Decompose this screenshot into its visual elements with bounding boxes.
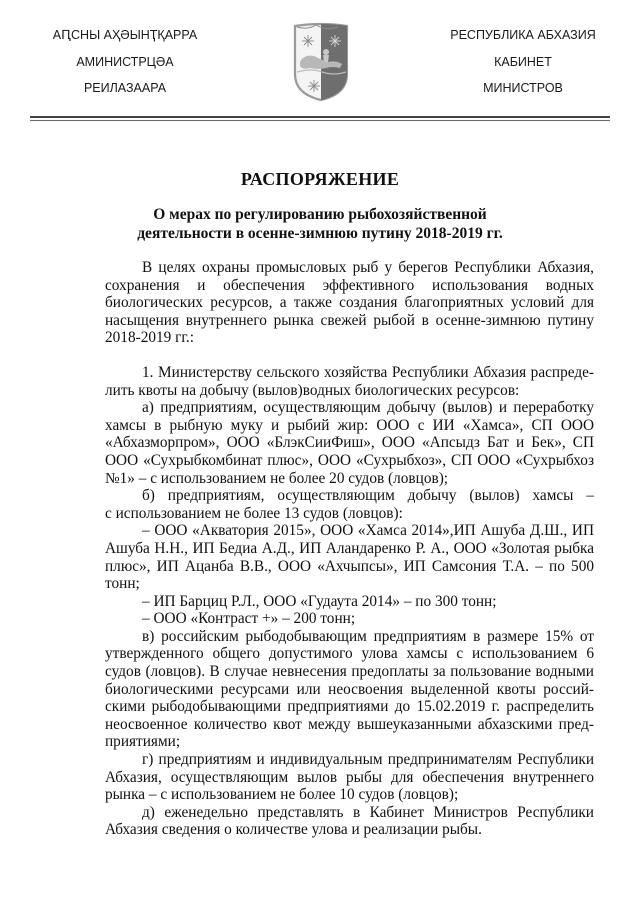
text-line: плюс», ИП Ацанба В.В., ООО «Ахчыпсы», ИП Самсония Т.А. – по 500	[105, 557, 594, 575]
text-line: утвержденного общего допустимого улова хамсы с использованием 6	[105, 645, 594, 663]
header-left-abkhaz	[20, 26, 230, 106]
text-line: в) российским рыбодобывающим предприятиям в размере 15% от	[142, 627, 594, 645]
header-left-line: РЕИЛАЗААРА	[83, 81, 167, 95]
text-line: а) предприятиям, осуществляющим добычу (вылов) и переработку	[142, 399, 594, 417]
item-a	[105, 399, 594, 487]
text-line: «Абхазморпром», ООО «БлэкСииФиш», ООО «Апсыдз Бат и Бек», СП	[105, 434, 594, 452]
text-line: Абхазия, осуществляющим вылов рыбы для обеспечения внутреннего	[105, 768, 594, 786]
text-line: ООО «Сухрыбкомбинат плюс», ООО «Сухрыбхоз», СП ООО «Сухрыбхоз	[105, 451, 594, 469]
coat-of-arms-icon	[292, 22, 350, 102]
document-subtitle	[0, 205, 640, 243]
text-line: – ООО «Акватория 2015», ООО «Хамса 2014»,ИП Ашуба Д.Ш., ИП	[142, 522, 594, 540]
header-right-line: КАБИНЕТ	[494, 54, 552, 69]
text-line: Ашуба Н.Н., ИП Бедиа А.Д., ИП Аландаренко Р. А., ООО «Золотая рыбка	[105, 539, 594, 557]
item-d	[105, 804, 594, 839]
header-divider	[30, 116, 610, 118]
text-line: лить квоты на добычу (вылов)водных биологических ресурсов:	[105, 381, 520, 399]
text-line: насыщения внутреннего рынка свежей рыбой в осенне-зимнюю путину	[105, 311, 594, 329]
text-line: 2018-2019 гг.:	[105, 329, 195, 347]
text-line: рынка – с использованием не более 10 судов (ловцов);	[105, 786, 459, 804]
item-b-list-3: – ООО «Контраст +» – 200 тонн;	[142, 610, 356, 628]
document-title: РАСПОРЯЖЕНИЕ	[240, 169, 400, 189]
document-body	[105, 259, 594, 839]
text-line: с использованием не более 13 судов (ловцов):	[105, 504, 403, 522]
text-line: приятиями;	[105, 733, 181, 751]
text-line: биологическими ресурсами или неосвоения выделенной квоты россий-	[105, 680, 594, 698]
header-divider-thin	[30, 120, 610, 121]
text-line: сохранения и обеспечения эффективного использования водных	[105, 276, 594, 294]
subtitle-line: деятельности в осенне-зимнюю путину 2018-2019 гг.	[137, 225, 503, 242]
text-line: биологических ресурсов, а также создания благоприятных условий для	[105, 294, 594, 312]
text-line: тонн;	[105, 575, 140, 593]
text-line: В целях охраны промысловых рыб у берегов Республики Абхазия,	[142, 259, 594, 276]
header-left-line: АМИНИСТРЦӘА	[76, 54, 174, 69]
header-right-line: МИНИСТРОВ	[483, 81, 563, 95]
text-line: неосвоенное количество квот между вышеуказанными абхазскими пред-	[105, 715, 594, 733]
item-b-list-1	[105, 522, 594, 592]
item-v	[105, 628, 594, 751]
item-1	[105, 364, 594, 399]
header-left-line: АԤСНЫ АҲӘЫНҬҚАРРА	[52, 28, 198, 42]
text-line: 1. Министерству сельского хозяйства Республики Абхазия распреде-	[142, 363, 594, 381]
text-line: хамсы в рыбную муку и рыбий жир: ООО с ИИ «Хамса», СП ООО	[105, 416, 594, 434]
item-b-list-2: – ИП Барциц Р.Л., ООО «Гудаута 2014» – по 300 тонн;	[142, 592, 497, 610]
header-right-line: РЕСПУБЛИКА АБХАЗИЯ	[450, 28, 596, 42]
text-line: г) предприятиям и индивидуальным предпринимателям Республики	[142, 751, 594, 769]
text-line: судов (ловцов). В случае невнесения предоплаты за пользование водными	[105, 663, 594, 681]
subtitle-line: О мерах по регулированию рыбохозяйственной	[153, 206, 487, 223]
text-line: б) предприятиям, осуществляющим добычу (вылов) хамсы –	[142, 487, 594, 505]
item-g	[105, 751, 594, 804]
text-line: д) еженедельно представлять в Кабинет Министров Республики	[142, 803, 594, 821]
text-line: №1» – с использованием не более 20 судов (ловцов);	[105, 469, 449, 487]
header-right-russian	[418, 26, 628, 106]
text-line: Абхазия сведения о количестве улова и реализации рыбы.	[105, 821, 482, 839]
text-line: скими рыбодобывающими предприятиями до 15.02.2019 г. распределить	[105, 698, 594, 716]
item-b	[105, 487, 594, 522]
preamble-paragraph	[105, 259, 594, 347]
